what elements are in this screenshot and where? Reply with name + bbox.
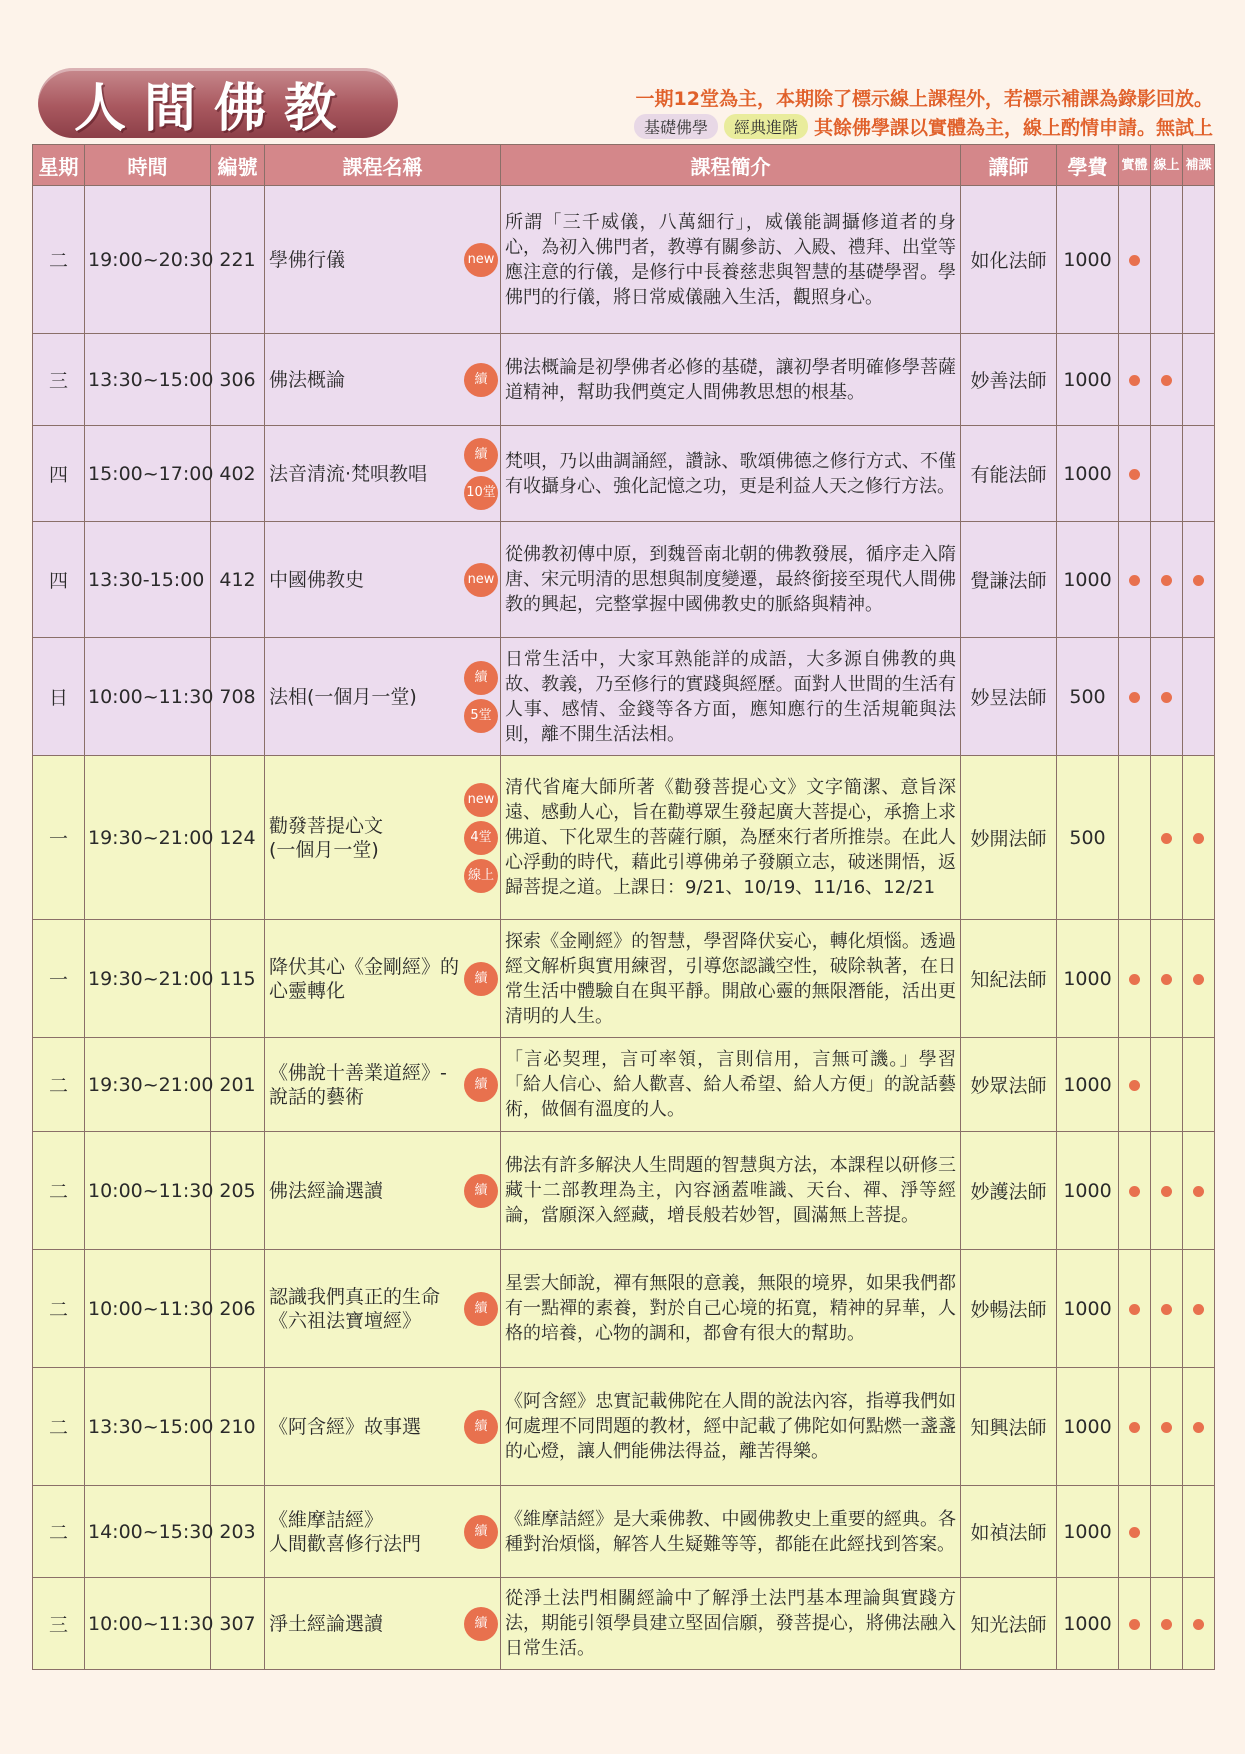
cell-time: 10:00~11:30 (85, 1578, 211, 1670)
availability-dot-icon (1161, 1304, 1172, 1315)
cell-in-person (1119, 756, 1151, 920)
availability-dot-icon (1129, 1422, 1140, 1433)
cell-code: 201 (211, 1038, 265, 1132)
cell-teacher: 妙善法師 (961, 334, 1057, 426)
cell-code: 708 (211, 638, 265, 756)
availability-dot-icon (1193, 1186, 1204, 1197)
course-name: 《佛說十善業道經》-說話的藝術 (269, 1061, 447, 1108)
cell-description: 日常生活中，大家耳熟能詳的成語，大多源自佛教的典故、教義，乃至修行的實踐與經歷。面對人世間的生活有人事、感情、金錢等各方面，應知應行的生活規範與法則，離不開生活法相。 (501, 638, 961, 756)
cell-in-person (1119, 1578, 1151, 1670)
cell-code: 412 (211, 522, 265, 638)
cell-fee: 1000 (1057, 186, 1119, 334)
course-tags (464, 1607, 498, 1641)
cell-online (1151, 334, 1183, 426)
cell-fee: 1000 (1057, 1368, 1119, 1486)
cell-fee: 500 (1057, 756, 1119, 920)
cell-description: 「言必契理，言可率領，言則信用，言無可譏。」學習「給人信心、給人歡喜、給人希望、給人方便」的說話藝術，做個有溫度的人。 (501, 1038, 961, 1132)
cell-online (1151, 1038, 1183, 1132)
col-header-in-person: 實體 (1119, 145, 1151, 186)
course-tags (464, 1515, 498, 1549)
availability-dot-icon (1129, 1080, 1140, 1091)
cell-course-name (265, 1368, 501, 1486)
course-name: 《維摩詰經》 人間歡喜修行法門 (269, 1508, 422, 1555)
availability-dot-icon (1161, 1186, 1172, 1197)
cell-fee: 1000 (1057, 920, 1119, 1038)
table-row (33, 1368, 1215, 1486)
cell-online (1151, 522, 1183, 638)
cell-time: 13:30~15:00 (85, 334, 211, 426)
cell-description: 《阿含經》忠實記載佛陀在人間的說法內容，指導我們如何處理不同問題的教材，經中記載了佛陀如何點燃一盞盞的心燈，讓人們能佛法得益，離苦得樂。 (501, 1368, 961, 1486)
cell-in-person (1119, 920, 1151, 1038)
cell-description: 從淨土法門相關經論中了解淨土法門基本理論與實踐方法，期能引領學員建立堅固信願，發菩提心，將佛法融入日常生活。 (501, 1578, 961, 1670)
cell-day: 二 (33, 1486, 85, 1578)
course-tag-badge: new (464, 243, 498, 277)
cell-description: 佛法概論是初學佛者必修的基礎，讓初學者明確修學菩薩道精神，幫助我們奠定人間佛教思想的根基。 (501, 334, 961, 426)
cell-day: 三 (33, 334, 85, 426)
course-tags (464, 1292, 498, 1326)
cell-online (1151, 426, 1183, 522)
notice-line-1: 一期12堂為主，本期除了標示線上課程外，若標示補課為錄影回放。 (635, 88, 1213, 110)
availability-dot-icon (1129, 692, 1140, 703)
cell-description: 探索《金剛經》的智慧，學習降伏妄心，轉化煩惱。透過經文解析與實用練習，引導您認識空性，破除執著，在日常生活中體驗自在與平靜。開啟心靈的無限潛能，活出更清明的人生。 (501, 920, 961, 1038)
cell-fee: 1000 (1057, 1038, 1119, 1132)
cell-code: 306 (211, 334, 265, 426)
col-header-name: 課程名稱 (265, 145, 501, 186)
course-tag-badge: 續 (464, 661, 498, 695)
cell-time: 13:30~15:00 (85, 1368, 211, 1486)
table-row (33, 1486, 1215, 1578)
availability-dot-icon (1193, 1619, 1204, 1630)
cell-day: 二 (33, 186, 85, 334)
availability-dot-icon (1161, 692, 1172, 703)
availability-dot-icon (1161, 575, 1172, 586)
cell-makeup (1183, 638, 1215, 756)
col-header-teacher: 講師 (961, 145, 1057, 186)
cell-teacher: 如化法師 (961, 186, 1057, 334)
cell-course-name (265, 1578, 501, 1670)
availability-dot-icon (1161, 974, 1172, 985)
cell-day: 二 (33, 1368, 85, 1486)
course-tag-badge: 續 (464, 1410, 498, 1444)
col-header-online: 線上 (1151, 145, 1183, 186)
availability-dot-icon (1129, 469, 1140, 480)
cell-in-person (1119, 1038, 1151, 1132)
availability-dot-icon (1129, 375, 1140, 386)
availability-dot-icon (1193, 575, 1204, 586)
cell-in-person (1119, 426, 1151, 522)
table-header-row (33, 145, 1215, 186)
cell-code: 203 (211, 1486, 265, 1578)
cell-day: 一 (33, 920, 85, 1038)
cell-makeup (1183, 756, 1215, 920)
cell-course-name (265, 522, 501, 638)
cell-course-name (265, 334, 501, 426)
course-tag-badge: 續 (464, 1607, 498, 1641)
cell-description: 清代省庵大師所著《勸發菩提心文》文字簡潔、意旨深遠、感動人心，旨在勸導眾生發起廣大菩提心，承擔上求佛道、下化眾生的菩薩行願，為歷來行者所推崇。在此人心浮動的時代，藉此引導佛弟子發願立志，破迷開悟，返歸菩提之道。上課日：9/21、10/19、11/16、12/21 (501, 756, 961, 920)
cell-makeup (1183, 1368, 1215, 1486)
cell-makeup (1183, 522, 1215, 638)
cell-time: 10:00~11:30 (85, 1132, 211, 1250)
cell-online (1151, 186, 1183, 334)
cell-makeup (1183, 1578, 1215, 1670)
cell-day: 二 (33, 1038, 85, 1132)
course-tag-badge: 線上 (464, 859, 498, 893)
cell-description: 所謂「三千威儀，八萬細行」，威儀能調攝修道者的身心，為初入佛門者，教導有關參訪、入殿、禮拜、出堂等應注意的行儀，是修行中長養慈悲與智慧的基礎學習。學佛門的行儀，將日常威儀融入生活，觀照身心。 (501, 186, 961, 334)
col-header-code: 編號 (211, 145, 265, 186)
availability-dot-icon (1129, 255, 1140, 266)
cell-teacher: 妙昱法師 (961, 638, 1057, 756)
cell-online (1151, 1368, 1183, 1486)
table-row (33, 1038, 1215, 1132)
col-header-makeup: 補課 (1183, 145, 1215, 186)
availability-dot-icon (1161, 1422, 1172, 1433)
col-header-time: 時間 (85, 145, 211, 186)
course-name: 降伏其心《金剛經》的心靈轉化 (269, 955, 460, 1002)
cell-time: 19:30~21:00 (85, 920, 211, 1038)
cell-makeup (1183, 1486, 1215, 1578)
course-tag-badge: 續 (464, 1515, 498, 1549)
course-tag-badge: 續 (464, 1068, 498, 1102)
cell-course-name (265, 638, 501, 756)
cell-time: 10:00~11:30 (85, 1250, 211, 1368)
table-row (33, 1250, 1215, 1368)
cell-makeup (1183, 1038, 1215, 1132)
course-name: 法相(一個月一堂) (269, 685, 417, 708)
cell-course-name (265, 1486, 501, 1578)
cell-teacher: 妙眾法師 (961, 1038, 1057, 1132)
table-row (33, 522, 1215, 638)
notice-line-2-text: 其餘佛學課以實體為主，線上酌情申請。無試上 (813, 117, 1213, 139)
course-tag-badge: 續 (464, 363, 498, 397)
course-tags (464, 363, 498, 397)
cell-fee: 1000 (1057, 334, 1119, 426)
cell-teacher: 知光法師 (961, 1578, 1057, 1670)
course-tag-badge: 5堂 (464, 699, 498, 733)
cell-online (1151, 1578, 1183, 1670)
course-name: 中國佛教史 (269, 568, 365, 591)
course-tags (464, 563, 498, 597)
cell-course-name (265, 1038, 501, 1132)
course-tags (464, 962, 498, 996)
cell-teacher: 有能法師 (961, 426, 1057, 522)
cell-description: 佛法有許多解決人生問題的智慧與方法，本課程以研修三藏十二部教理為主，內容涵蓋唯識、天台、禪、淨等經論，當願深入經藏，增長般若妙智，圓滿無上菩提。 (501, 1132, 961, 1250)
availability-dot-icon (1129, 1619, 1140, 1630)
course-tags (464, 661, 498, 733)
cell-course-name (265, 186, 501, 334)
legend-advanced-badge: 經典進階 (724, 114, 808, 139)
availability-dot-icon (1161, 833, 1172, 844)
cell-code: 221 (211, 186, 265, 334)
col-header-fee: 學費 (1057, 145, 1119, 186)
availability-dot-icon (1161, 375, 1172, 386)
course-tags (464, 438, 498, 510)
cell-makeup (1183, 186, 1215, 334)
cell-day: 四 (33, 522, 85, 638)
cell-fee: 1000 (1057, 1250, 1119, 1368)
cell-code: 307 (211, 1578, 265, 1670)
availability-dot-icon (1193, 1422, 1204, 1433)
course-tags (464, 1068, 498, 1102)
course-tags (464, 1410, 498, 1444)
course-tags (464, 783, 498, 893)
table-row (33, 638, 1215, 756)
cell-online (1151, 1250, 1183, 1368)
course-name: 法音清流‧梵唄教唱 (269, 462, 428, 485)
cell-in-person (1119, 1368, 1151, 1486)
course-tag-badge: 續 (464, 438, 498, 472)
cell-teacher: 知紀法師 (961, 920, 1057, 1038)
cell-makeup (1183, 920, 1215, 1038)
cell-course-name (265, 1132, 501, 1250)
cell-fee: 500 (1057, 638, 1119, 756)
cell-description: 梵唄，乃以曲調誦經，讚詠、歌頌佛德之修行方式、不僅有收攝身心、強化記憶之功，更是利益人天之修行方法。 (501, 426, 961, 522)
cell-code: 115 (211, 920, 265, 1038)
availability-dot-icon (1193, 1304, 1204, 1315)
cell-teacher: 覺謙法師 (961, 522, 1057, 638)
cell-fee: 1000 (1057, 1486, 1119, 1578)
table-row (33, 1132, 1215, 1250)
cell-teacher: 知興法師 (961, 1368, 1057, 1486)
cell-time: 13:30-15:00 (85, 522, 211, 638)
course-tag-badge: 續 (464, 1174, 498, 1208)
cell-fee: 1000 (1057, 1578, 1119, 1670)
page-title: 人間佛教 (74, 77, 355, 139)
col-header-day: 星期 (33, 145, 85, 186)
cell-time: 19:30~21:00 (85, 1038, 211, 1132)
cell-fee: 1000 (1057, 522, 1119, 638)
course-tag-badge: new (464, 783, 498, 817)
course-table (32, 144, 1215, 1670)
cell-day: 二 (33, 1132, 85, 1250)
cell-in-person (1119, 334, 1151, 426)
cell-fee: 1000 (1057, 426, 1119, 522)
cell-makeup (1183, 426, 1215, 522)
availability-dot-icon (1129, 974, 1140, 985)
cell-in-person (1119, 638, 1151, 756)
cell-code: 205 (211, 1132, 265, 1250)
availability-dot-icon (1161, 1619, 1172, 1630)
course-tags (464, 243, 498, 277)
cell-teacher: 如禎法師 (961, 1486, 1057, 1578)
table-row (33, 756, 1215, 920)
cell-online (1151, 920, 1183, 1038)
cell-course-name (265, 756, 501, 920)
course-name: 佛法經論選讀 (269, 1179, 384, 1202)
cell-teacher: 妙開法師 (961, 756, 1057, 920)
cell-in-person (1119, 522, 1151, 638)
course-name: 《阿含經》故事選 (269, 1415, 422, 1438)
cell-day: 四 (33, 426, 85, 522)
course-tag-badge: 續 (464, 962, 498, 996)
cell-time: 19:30~21:00 (85, 756, 211, 920)
cell-day: 日 (33, 638, 85, 756)
cell-code: 210 (211, 1368, 265, 1486)
cell-code: 206 (211, 1250, 265, 1368)
cell-time: 14:00~15:30 (85, 1486, 211, 1578)
cell-in-person (1119, 1132, 1151, 1250)
course-tag-badge: 4堂 (464, 821, 498, 855)
cell-code: 402 (211, 426, 265, 522)
notice-line-2 (634, 113, 1213, 140)
cell-day: 一 (33, 756, 85, 920)
table-row (33, 1578, 1215, 1670)
availability-dot-icon (1129, 1527, 1140, 1538)
cell-in-person (1119, 1250, 1151, 1368)
cell-online (1151, 1132, 1183, 1250)
course-tags (464, 1174, 498, 1208)
course-name: 佛法概論 (269, 368, 346, 391)
course-name: 淨土經論選讀 (269, 1612, 384, 1635)
legend-basic-badge: 基礎佛學 (634, 114, 718, 139)
course-tag-badge: 續 (464, 1292, 498, 1326)
cell-online (1151, 638, 1183, 756)
cell-makeup (1183, 1132, 1215, 1250)
cell-course-name (265, 426, 501, 522)
cell-makeup (1183, 1250, 1215, 1368)
cell-description: 星雲大師說，禪有無限的意義，無限的境界，如果我們都有一點禪的素養，對於自己心境的拓寬，精神的昇華，人格的培養，心物的調和，都會有很大的幫助。 (501, 1250, 961, 1368)
course-name: 學佛行儀 (269, 248, 346, 271)
cell-time: 19:00~20:30 (85, 186, 211, 334)
availability-dot-icon (1193, 833, 1204, 844)
availability-dot-icon (1129, 1304, 1140, 1315)
cell-teacher: 妙暢法師 (961, 1250, 1057, 1368)
cell-in-person (1119, 186, 1151, 334)
availability-dot-icon (1129, 575, 1140, 586)
table-row (33, 334, 1215, 426)
col-header-desc: 課程簡介 (501, 145, 961, 186)
cell-day: 三 (33, 1578, 85, 1670)
cell-day: 二 (33, 1250, 85, 1368)
course-tag-badge: new (464, 563, 498, 597)
table-row (33, 186, 1215, 334)
availability-dot-icon (1129, 1186, 1140, 1197)
cell-in-person (1119, 1486, 1151, 1578)
course-tag-badge: 10堂 (464, 476, 498, 510)
cell-online (1151, 756, 1183, 920)
cell-code: 124 (211, 756, 265, 920)
cell-course-name (265, 1250, 501, 1368)
table-row (33, 920, 1215, 1038)
page-title-banner (38, 68, 398, 138)
cell-makeup (1183, 334, 1215, 426)
cell-fee: 1000 (1057, 1132, 1119, 1250)
cell-time: 15:00~17:00 (85, 426, 211, 522)
cell-teacher: 妙護法師 (961, 1132, 1057, 1250)
cell-description: 從佛教初傳中原，到魏晉南北朝的佛教發展，循序走入隋唐、宋元明清的思想與制度變遷，最終銜接至現代人間佛教的興起，完整掌握中國佛教史的脈絡與精神。 (501, 522, 961, 638)
cell-description: 《維摩詰經》是大乘佛教、中國佛教史上重要的經典。各種對治煩惱，解答人生疑難等等，都能在此經找到答案。 (501, 1486, 961, 1578)
cell-online (1151, 1486, 1183, 1578)
availability-dot-icon (1193, 974, 1204, 985)
cell-time: 10:00~11:30 (85, 638, 211, 756)
table-row (33, 426, 1215, 522)
course-name: 認識我們真正的生命《六祖法寶壇經》 (269, 1285, 441, 1332)
course-name: 勸發菩提心文 (一個月一堂) (269, 814, 384, 861)
cell-course-name (265, 920, 501, 1038)
